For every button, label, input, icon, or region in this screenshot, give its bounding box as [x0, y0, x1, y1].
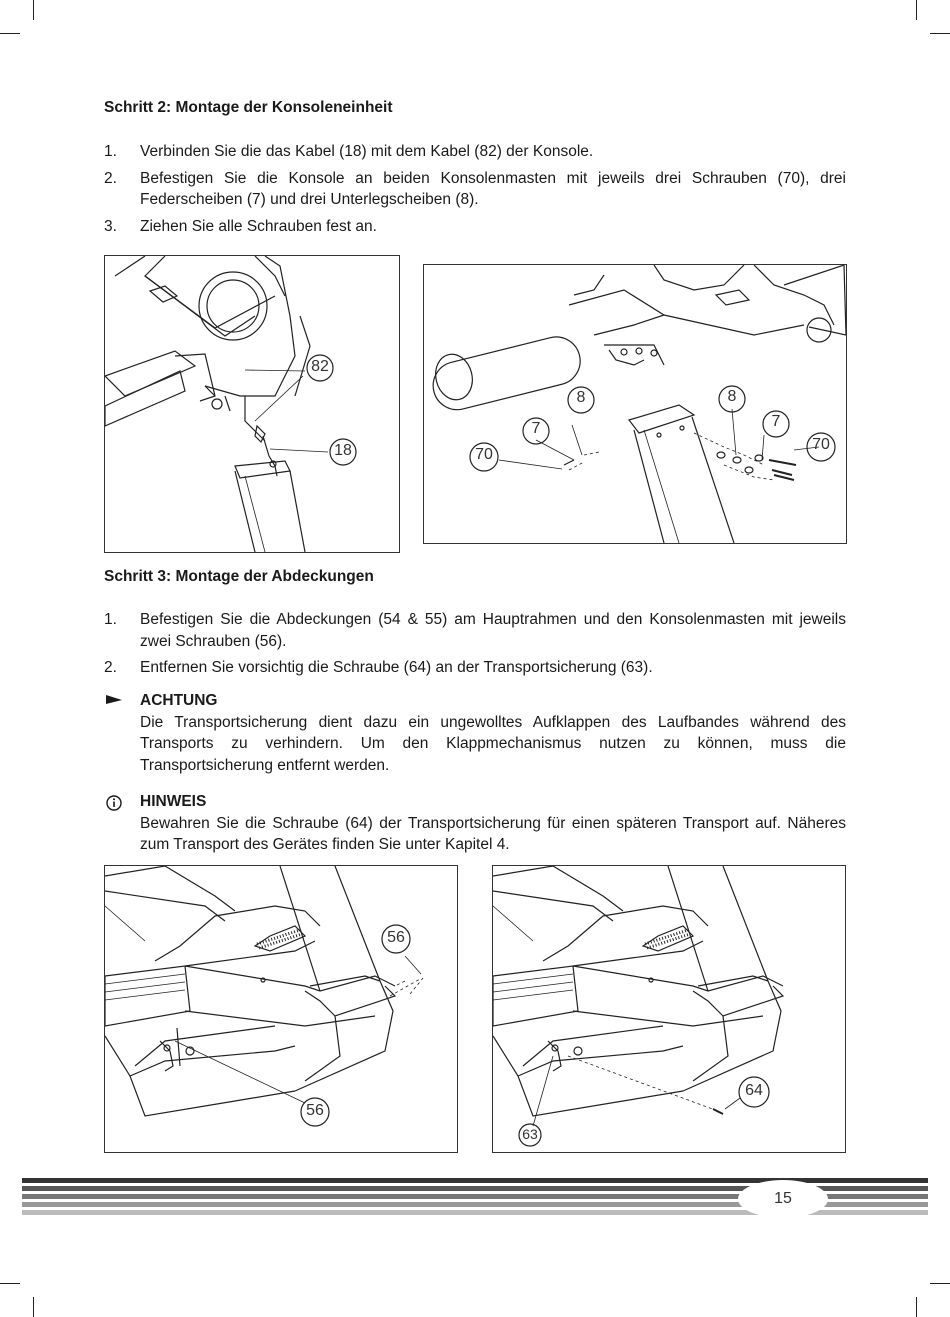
callout-82: 82 [311, 358, 329, 375]
callout-63: 63 [522, 1126, 538, 1142]
callout-8-right: 8 [727, 388, 737, 405]
callout-64: 64 [745, 1082, 763, 1099]
callout-70-left: 70 [475, 446, 493, 463]
callout-8-left: 8 [576, 389, 586, 406]
list-item: 1. Befestigen Sie die Abdeckungen (54 & 55) am Hauptrahmen und den Konsolenmasten mit jeweils zwei Schrauben (56). [104, 611, 846, 650]
page-number: 15 [738, 1180, 828, 1218]
arrow-right-icon [104, 692, 124, 710]
step2-list [104, 141, 846, 242]
hint-text: Bewahren Sie die Schraube (64) der Transportsicherung für einen späteren Transport auf. Näheres zum Transport des Gerätes finden Sie unter Kapitel 4. [140, 814, 846, 853]
figure-console-mounting [423, 264, 847, 544]
crop-mark-bottom-right-v [916, 1297, 917, 1317]
callout-7-right: 7 [771, 413, 781, 430]
step3-heading: Schritt 3: Montage der Abdeckungen [104, 568, 374, 585]
step3-list [104, 609, 846, 684]
callout-56-bottom: 56 [306, 1102, 324, 1119]
crop-mark-bottom-left-h [0, 1283, 20, 1284]
figure-cable-connection [104, 255, 400, 553]
callout-7-left: 7 [531, 420, 541, 437]
list-item: 1. Verbinden Sie die das Kabel (18) mit dem Kabel (82) der Konsole. [104, 143, 594, 160]
callout-18: 18 [334, 442, 352, 459]
figure-cover-screws [104, 865, 458, 1153]
figure-transport-lock [492, 865, 846, 1153]
info-icon [104, 793, 124, 811]
caution-title: ACHTUNG [140, 692, 218, 709]
crop-mark-top-right-h [930, 33, 950, 34]
crop-mark-top-left-h [0, 33, 20, 34]
callout-56-top: 56 [387, 929, 405, 946]
list-item: 2. Befestigen Sie die Konsole an beiden Konsolenmasten mit jeweils drei Schrauben (70), drei Federscheiben (7) und drei Unterlegscheiben (8). [104, 169, 846, 208]
crop-mark-top-right-v [916, 0, 917, 20]
crop-mark-bottom-left-v [33, 1297, 34, 1317]
list-item: 2. Entfernen Sie vorsichtig die Schraube (64) an der Transportsicherung (63). [104, 659, 653, 676]
caution-note [104, 690, 846, 776]
step2-heading: Schritt 2: Montage der Konsoleneinheit [104, 99, 393, 116]
hint-title: HINWEIS [140, 793, 207, 810]
crop-mark-bottom-right-h [930, 1283, 950, 1284]
caution-text: Die Transportsicherung dient dazu ein ungewolltes Aufklappen des Laufbandes während des Transports zu verhindern. Um den Klappmechanismus nutzen zu können, muss die Transportsicherung entfernt werden. [140, 713, 846, 774]
hint-note [104, 791, 846, 856]
crop-mark-top-left-v [33, 0, 34, 20]
callout-70-right: 70 [812, 436, 830, 453]
list-item: 3. Ziehen Sie alle Schrauben fest an. [104, 217, 377, 235]
